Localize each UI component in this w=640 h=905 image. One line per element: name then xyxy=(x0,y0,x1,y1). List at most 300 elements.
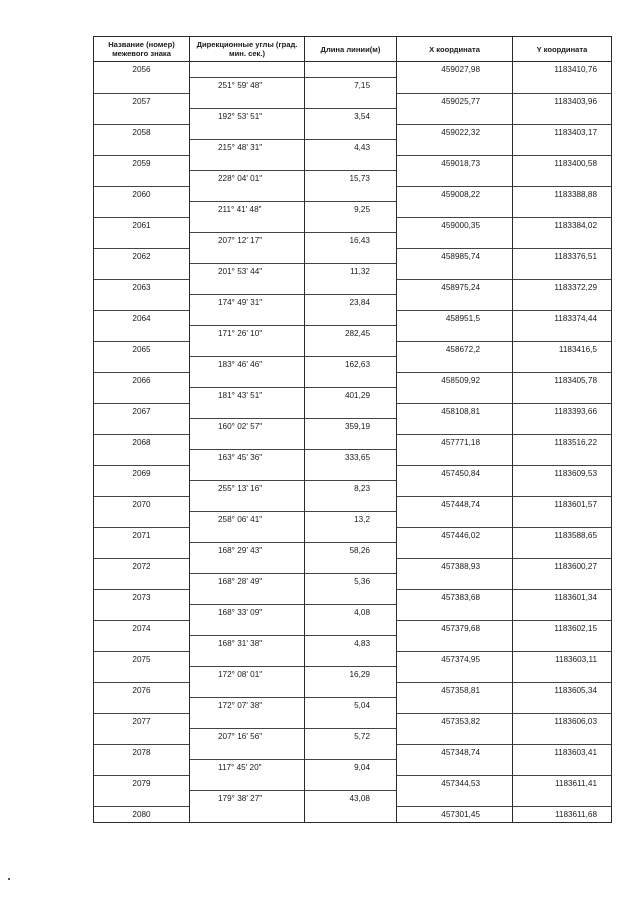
x-cell-empty xyxy=(397,326,513,342)
point-name: 2069 xyxy=(94,465,190,481)
length-cell-empty xyxy=(305,186,397,202)
direction-angle: 160° 02' 57" xyxy=(190,419,305,435)
leg-row xyxy=(94,388,612,404)
direction-angle: 172° 07' 38" xyxy=(190,698,305,714)
direction-angle: 171° 26' 10" xyxy=(190,326,305,342)
table-body xyxy=(94,62,612,823)
name-cell-empty xyxy=(94,202,190,218)
x-coordinate: 459027,98 xyxy=(397,62,513,78)
direction-angle: 163° 45' 36" xyxy=(190,450,305,466)
x-cell-empty xyxy=(397,78,513,94)
line-length: 9,25 xyxy=(305,202,397,218)
direction-angle: 168° 29' 43" xyxy=(190,543,305,559)
header-x: X координата xyxy=(397,37,513,62)
y-coordinate: 1183416,5 xyxy=(513,341,612,357)
point-name: 2070 xyxy=(94,496,190,512)
length-cell-empty xyxy=(305,279,397,295)
leg-row xyxy=(94,295,612,311)
point-name: 2066 xyxy=(94,372,190,388)
direction-angle: 179° 38' 27" xyxy=(190,791,305,807)
x-coordinate: 457446,02 xyxy=(397,527,513,543)
point-name: 2057 xyxy=(94,93,190,109)
line-length: 3,54 xyxy=(305,109,397,125)
y-cell-empty xyxy=(513,295,612,311)
table-header-row xyxy=(94,37,612,62)
y-coordinate: 1183603,41 xyxy=(513,744,612,760)
length-cell-empty xyxy=(305,744,397,760)
direction-angle: 117° 45' 20" xyxy=(190,760,305,776)
y-coordinate: 1183400,58 xyxy=(513,155,612,171)
name-cell-empty xyxy=(94,760,190,776)
leg-row xyxy=(94,419,612,435)
leg-row xyxy=(94,667,612,683)
name-cell-empty xyxy=(94,388,190,404)
y-coordinate: 1183606,03 xyxy=(513,713,612,729)
x-cell-empty xyxy=(397,419,513,435)
point-row xyxy=(94,248,612,264)
y-cell-empty xyxy=(513,574,612,590)
y-coordinate: 1183601,57 xyxy=(513,496,612,512)
y-cell-empty xyxy=(513,109,612,125)
x-coordinate: 457353,82 xyxy=(397,713,513,729)
x-cell-empty xyxy=(397,605,513,621)
leg-row xyxy=(94,605,612,621)
x-coordinate: 459008,22 xyxy=(397,186,513,202)
direction-angle: 174° 49' 31" xyxy=(190,295,305,311)
name-cell-empty xyxy=(94,543,190,559)
line-length: 5,36 xyxy=(305,574,397,590)
y-coordinate: 1183609,53 xyxy=(513,465,612,481)
line-length: 11,32 xyxy=(305,264,397,280)
leg-row xyxy=(94,543,612,559)
leg-row xyxy=(94,574,612,590)
line-length: 4,43 xyxy=(305,140,397,156)
length-cell-empty xyxy=(305,558,397,574)
point-row xyxy=(94,217,612,233)
angle-cell-empty xyxy=(190,279,305,295)
x-coordinate: 459018,73 xyxy=(397,155,513,171)
length-cell-empty xyxy=(305,155,397,171)
leg-row xyxy=(94,760,612,776)
point-name: 2077 xyxy=(94,713,190,729)
name-cell-empty xyxy=(94,729,190,745)
leg-row xyxy=(94,326,612,342)
point-name: 2071 xyxy=(94,527,190,543)
y-coordinate: 1183516,22 xyxy=(513,434,612,450)
y-cell-empty xyxy=(513,698,612,714)
x-cell-empty xyxy=(397,233,513,249)
x-cell-empty xyxy=(397,140,513,156)
leg-row xyxy=(94,698,612,714)
y-cell-empty xyxy=(513,171,612,187)
y-coordinate: 1183588,65 xyxy=(513,527,612,543)
point-row xyxy=(94,434,612,450)
y-coordinate: 1183611,68 xyxy=(513,806,612,822)
x-cell-empty xyxy=(397,791,513,807)
y-cell-empty xyxy=(513,78,612,94)
x-coordinate: 458951,5 xyxy=(397,310,513,326)
angle-cell-empty xyxy=(190,589,305,605)
x-coordinate: 459022,32 xyxy=(397,124,513,140)
x-coordinate: 458509,92 xyxy=(397,372,513,388)
x-coordinate: 457374,95 xyxy=(397,651,513,667)
point-row xyxy=(94,186,612,202)
name-cell-empty xyxy=(94,512,190,528)
x-cell-empty xyxy=(397,636,513,652)
point-name: 2074 xyxy=(94,620,190,636)
length-cell-empty xyxy=(305,403,397,419)
y-cell-empty xyxy=(513,233,612,249)
name-cell-empty xyxy=(94,450,190,466)
length-cell-empty xyxy=(305,620,397,636)
name-cell-empty xyxy=(94,140,190,156)
direction-angle: 258° 06' 41" xyxy=(190,512,305,528)
y-cell-empty xyxy=(513,636,612,652)
line-length: 16,29 xyxy=(305,667,397,683)
x-cell-empty xyxy=(397,264,513,280)
angle-cell-empty xyxy=(190,527,305,543)
x-cell-empty xyxy=(397,388,513,404)
line-length: 15,73 xyxy=(305,171,397,187)
x-coordinate: 457301,45 xyxy=(397,806,513,822)
y-cell-empty xyxy=(513,760,612,776)
y-coordinate: 1183611,41 xyxy=(513,775,612,791)
leg-row xyxy=(94,171,612,187)
x-coordinate: 459025,77 xyxy=(397,93,513,109)
x-cell-empty xyxy=(397,295,513,311)
point-row xyxy=(94,93,612,109)
angle-cell-empty xyxy=(190,372,305,388)
x-coordinate: 457448,74 xyxy=(397,496,513,512)
x-cell-empty xyxy=(397,698,513,714)
x-cell-empty xyxy=(397,202,513,218)
y-coordinate: 1183376,51 xyxy=(513,248,612,264)
name-cell-empty xyxy=(94,667,190,683)
y-coordinate: 1183403,17 xyxy=(513,124,612,140)
point-row xyxy=(94,620,612,636)
y-coordinate: 1183393,66 xyxy=(513,403,612,419)
x-coordinate: 457388,93 xyxy=(397,558,513,574)
leg-row xyxy=(94,233,612,249)
name-cell-empty xyxy=(94,481,190,497)
point-name: 2079 xyxy=(94,775,190,791)
name-cell-empty xyxy=(94,636,190,652)
length-cell-empty xyxy=(305,775,397,791)
direction-angle: 168° 33' 09" xyxy=(190,605,305,621)
direction-angle: 255° 13' 16" xyxy=(190,481,305,497)
point-name: 2059 xyxy=(94,155,190,171)
y-coordinate: 1183384,02 xyxy=(513,217,612,233)
point-name: 2062 xyxy=(94,248,190,264)
line-length: 333,65 xyxy=(305,450,397,466)
point-name: 2076 xyxy=(94,682,190,698)
direction-angle: 228° 04' 01" xyxy=(190,171,305,187)
point-name: 2065 xyxy=(94,341,190,357)
line-length: 23,84 xyxy=(305,295,397,311)
angle-cell-empty xyxy=(190,744,305,760)
point-name: 2080 xyxy=(94,806,190,822)
x-cell-empty xyxy=(397,357,513,373)
line-length: 58,26 xyxy=(305,543,397,559)
length-cell-empty xyxy=(305,589,397,605)
y-coordinate: 1183405,78 xyxy=(513,372,612,388)
point-row xyxy=(94,496,612,512)
point-row xyxy=(94,155,612,171)
point-name: 2056 xyxy=(94,62,190,78)
length-cell-empty xyxy=(305,527,397,543)
leg-row xyxy=(94,357,612,373)
x-cell-empty xyxy=(397,574,513,590)
leg-row xyxy=(94,109,612,125)
x-coordinate: 457348,74 xyxy=(397,744,513,760)
direction-angle: 207° 12' 17" xyxy=(190,233,305,249)
point-row xyxy=(94,558,612,574)
line-length: 8,23 xyxy=(305,481,397,497)
y-coordinate: 1183603,11 xyxy=(513,651,612,667)
point-row xyxy=(94,124,612,140)
leg-row xyxy=(94,450,612,466)
y-coordinate: 1183388,88 xyxy=(513,186,612,202)
x-coordinate: 457383,68 xyxy=(397,589,513,605)
length-cell-empty xyxy=(305,465,397,481)
header-angle: Дирекционные углы (град. мин. сек.) xyxy=(190,37,305,62)
header-name: Название (номер) межевого знака xyxy=(94,37,190,62)
header-y: Y координата xyxy=(513,37,612,62)
header-length: Длина линии(м) xyxy=(305,37,397,62)
x-coordinate: 457358,81 xyxy=(397,682,513,698)
direction-angle: 211° 41' 48" xyxy=(190,202,305,218)
line-length: 401,29 xyxy=(305,388,397,404)
point-row xyxy=(94,465,612,481)
angle-cell-empty xyxy=(190,93,305,109)
x-coordinate: 459000,35 xyxy=(397,217,513,233)
length-cell-empty xyxy=(305,651,397,667)
x-coordinate: 458985,74 xyxy=(397,248,513,264)
leg-row xyxy=(94,729,612,745)
length-cell-empty xyxy=(305,124,397,140)
length-cell-empty xyxy=(305,217,397,233)
direction-angle: 207° 16' 56" xyxy=(190,729,305,745)
line-length: 162,63 xyxy=(305,357,397,373)
line-length: 282,45 xyxy=(305,326,397,342)
x-coordinate: 457771,18 xyxy=(397,434,513,450)
angle-cell-empty xyxy=(190,124,305,140)
length-cell-empty xyxy=(305,372,397,388)
name-cell-empty xyxy=(94,419,190,435)
y-coordinate: 1183601,34 xyxy=(513,589,612,605)
name-cell-empty xyxy=(94,264,190,280)
point-name: 2060 xyxy=(94,186,190,202)
point-row xyxy=(94,682,612,698)
x-coordinate: 458975,24 xyxy=(397,279,513,295)
leg-row xyxy=(94,264,612,280)
direction-angle: 201° 53' 44" xyxy=(190,264,305,280)
name-cell-empty xyxy=(94,326,190,342)
y-cell-empty xyxy=(513,512,612,528)
point-name: 2072 xyxy=(94,558,190,574)
x-cell-empty xyxy=(397,543,513,559)
y-cell-empty xyxy=(513,729,612,745)
line-length: 43,08 xyxy=(305,791,397,807)
angle-cell-empty xyxy=(190,186,305,202)
angle-cell-empty xyxy=(190,310,305,326)
length-cell-empty xyxy=(305,93,397,109)
line-length: 4,08 xyxy=(305,605,397,621)
x-cell-empty xyxy=(397,450,513,466)
direction-angle: 192° 53' 51" xyxy=(190,109,305,125)
direction-angle: 181° 43' 51" xyxy=(190,388,305,404)
name-cell-empty xyxy=(94,357,190,373)
length-cell-empty xyxy=(305,434,397,450)
name-cell-empty xyxy=(94,698,190,714)
leg-row xyxy=(94,78,612,94)
name-cell-empty xyxy=(94,605,190,621)
angle-cell-empty xyxy=(190,682,305,698)
point-row xyxy=(94,341,612,357)
direction-angle: 183° 46' 46" xyxy=(190,357,305,373)
leg-row xyxy=(94,202,612,218)
name-cell-empty xyxy=(94,791,190,807)
angle-cell-empty xyxy=(190,155,305,171)
x-cell-empty xyxy=(397,760,513,776)
name-cell-empty xyxy=(94,233,190,249)
length-cell-empty xyxy=(305,310,397,326)
angle-cell-empty xyxy=(190,620,305,636)
point-row xyxy=(94,279,612,295)
point-row xyxy=(94,744,612,760)
direction-angle: 168° 31' 38" xyxy=(190,636,305,652)
point-row xyxy=(94,527,612,543)
line-length: 5,04 xyxy=(305,698,397,714)
point-name: 2064 xyxy=(94,310,190,326)
name-cell-empty xyxy=(94,109,190,125)
angle-cell-empty xyxy=(190,558,305,574)
line-length: 7,15 xyxy=(305,78,397,94)
point-name: 2075 xyxy=(94,651,190,667)
y-coordinate: 1183403,96 xyxy=(513,93,612,109)
line-length: 4,83 xyxy=(305,636,397,652)
name-cell-empty xyxy=(94,574,190,590)
angle-cell-empty xyxy=(190,775,305,791)
x-coordinate: 457344,53 xyxy=(397,775,513,791)
point-name: 2061 xyxy=(94,217,190,233)
x-coordinate: 458108,81 xyxy=(397,403,513,419)
point-row xyxy=(94,651,612,667)
point-row xyxy=(94,775,612,791)
line-length: 13,2 xyxy=(305,512,397,528)
angle-cell-empty xyxy=(190,403,305,419)
length-cell-empty xyxy=(305,62,397,78)
y-cell-empty xyxy=(513,791,612,807)
length-cell-empty xyxy=(305,248,397,264)
y-cell-empty xyxy=(513,667,612,683)
y-coordinate: 1183602,15 xyxy=(513,620,612,636)
x-cell-empty xyxy=(397,729,513,745)
y-cell-empty xyxy=(513,264,612,280)
y-coordinate: 1183410,76 xyxy=(513,62,612,78)
angle-cell-empty xyxy=(190,62,305,78)
angle-cell-empty xyxy=(190,651,305,667)
line-length: 9,04 xyxy=(305,760,397,776)
direction-angle: 172° 08' 01" xyxy=(190,667,305,683)
coordinate-sheet xyxy=(93,36,611,823)
y-coordinate: 1183605,34 xyxy=(513,682,612,698)
y-cell-empty xyxy=(513,388,612,404)
y-cell-empty xyxy=(513,140,612,156)
angle-cell-empty xyxy=(190,341,305,357)
angle-cell-empty xyxy=(190,806,305,822)
leg-row xyxy=(94,636,612,652)
point-name: 2067 xyxy=(94,403,190,419)
leg-row xyxy=(94,512,612,528)
length-cell-empty xyxy=(305,341,397,357)
x-coordinate: 457379,68 xyxy=(397,620,513,636)
point-name: 2078 xyxy=(94,744,190,760)
point-name: 2068 xyxy=(94,434,190,450)
x-cell-empty xyxy=(397,171,513,187)
length-cell-empty xyxy=(305,806,397,822)
x-cell-empty xyxy=(397,481,513,497)
point-row xyxy=(94,713,612,729)
angle-cell-empty xyxy=(190,496,305,512)
point-row xyxy=(94,62,612,78)
y-coordinate: 1183374,44 xyxy=(513,310,612,326)
x-coordinate: 457450,84 xyxy=(397,465,513,481)
direction-angle: 215° 48' 31" xyxy=(190,140,305,156)
length-cell-empty xyxy=(305,682,397,698)
x-cell-empty xyxy=(397,512,513,528)
x-coordinate: 458672,2 xyxy=(397,341,513,357)
name-cell-empty xyxy=(94,295,190,311)
point-row xyxy=(94,403,612,419)
y-cell-empty xyxy=(513,326,612,342)
x-cell-empty xyxy=(397,667,513,683)
y-cell-empty xyxy=(513,202,612,218)
direction-angle: 251° 59' 48" xyxy=(190,78,305,94)
y-cell-empty xyxy=(513,481,612,497)
leg-row xyxy=(94,140,612,156)
line-length: 359,19 xyxy=(305,419,397,435)
line-length: 16,43 xyxy=(305,233,397,249)
line-length: 5,72 xyxy=(305,729,397,745)
y-coordinate: 1183600,27 xyxy=(513,558,612,574)
point-row xyxy=(94,372,612,388)
y-cell-empty xyxy=(513,450,612,466)
angle-cell-empty xyxy=(190,434,305,450)
angle-cell-empty xyxy=(190,713,305,729)
length-cell-empty xyxy=(305,496,397,512)
point-row xyxy=(94,589,612,605)
direction-angle: 168° 28' 49" xyxy=(190,574,305,590)
y-cell-empty xyxy=(513,419,612,435)
point-name: 2073 xyxy=(94,589,190,605)
boundary-coordinates-table xyxy=(93,36,612,823)
angle-cell-empty xyxy=(190,248,305,264)
point-name: 2058 xyxy=(94,124,190,140)
x-cell-empty xyxy=(397,109,513,125)
angle-cell-empty xyxy=(190,217,305,233)
name-cell-empty xyxy=(94,78,190,94)
scan-speck xyxy=(8,878,10,880)
leg-row xyxy=(94,481,612,497)
name-cell-empty xyxy=(94,171,190,187)
y-cell-empty xyxy=(513,357,612,373)
y-coordinate: 1183372,29 xyxy=(513,279,612,295)
length-cell-empty xyxy=(305,713,397,729)
leg-row xyxy=(94,791,612,807)
point-name: 2063 xyxy=(94,279,190,295)
angle-cell-empty xyxy=(190,465,305,481)
